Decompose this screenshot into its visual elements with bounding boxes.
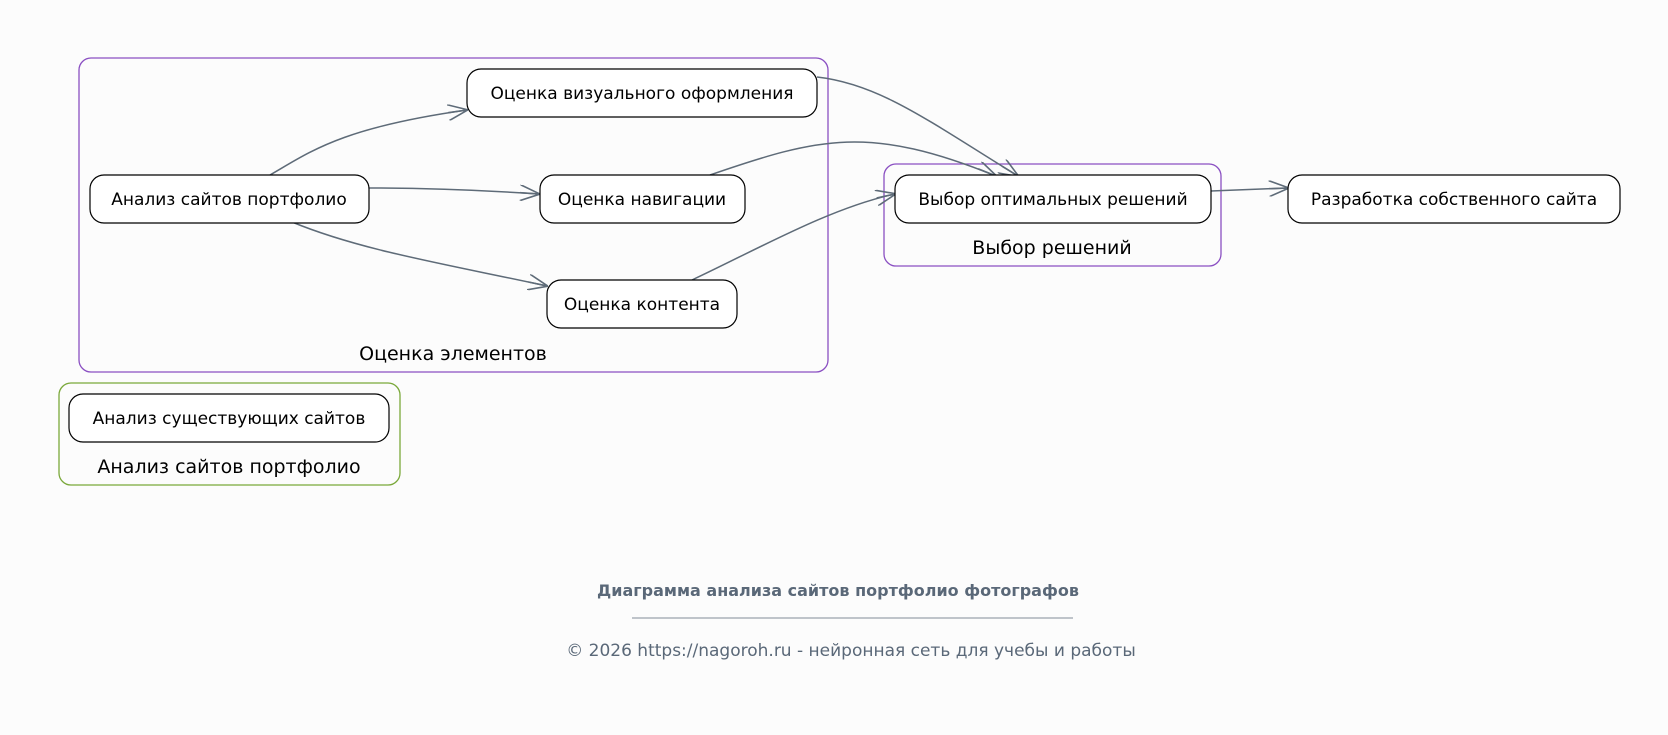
edge-portfolio-navigation xyxy=(368,188,539,194)
edge-navigation-optimal xyxy=(710,142,996,176)
node-content-label: Оценка контента xyxy=(563,295,721,315)
cluster-decisions-label: Выбор решений xyxy=(972,237,1132,259)
edge-optimal-own-site xyxy=(1211,188,1288,191)
cluster-analysis-label: Анализ сайтов портфолио xyxy=(97,456,361,478)
node-navigation[interactable] xyxy=(540,175,745,223)
node-content[interactable] xyxy=(547,280,737,328)
node-navigation-label: Оценка навигации xyxy=(557,190,727,210)
node-visual[interactable] xyxy=(467,69,817,117)
node-portfolio[interactable] xyxy=(90,175,369,223)
edge-portfolio-content xyxy=(292,222,547,286)
cluster-elements-label: Оценка элементов xyxy=(359,343,547,365)
footer-copyright: © 2026 https://nagoroh.ru - нейронная сеть для учебы и работы xyxy=(566,641,1136,661)
node-existing[interactable] xyxy=(69,394,389,442)
node-own-site-label: Разработка собственного сайта xyxy=(1310,190,1598,210)
node-optimal[interactable] xyxy=(895,175,1211,223)
edge-portfolio-visual xyxy=(270,110,467,175)
node-portfolio-label: Анализ сайтов портфолио xyxy=(111,190,347,210)
footer xyxy=(566,581,1136,661)
node-existing-label: Анализ существующих сайтов xyxy=(92,409,366,429)
node-visual-label: Оценка визуального оформления xyxy=(490,84,794,104)
edge-visual-optimal xyxy=(817,77,1018,176)
node-own-site[interactable] xyxy=(1288,175,1620,223)
footer-title: Диаграмма анализа сайтов портфолио фотографов xyxy=(597,581,1079,600)
node-optimal-label: Выбор оптимальных решений xyxy=(918,190,1188,210)
